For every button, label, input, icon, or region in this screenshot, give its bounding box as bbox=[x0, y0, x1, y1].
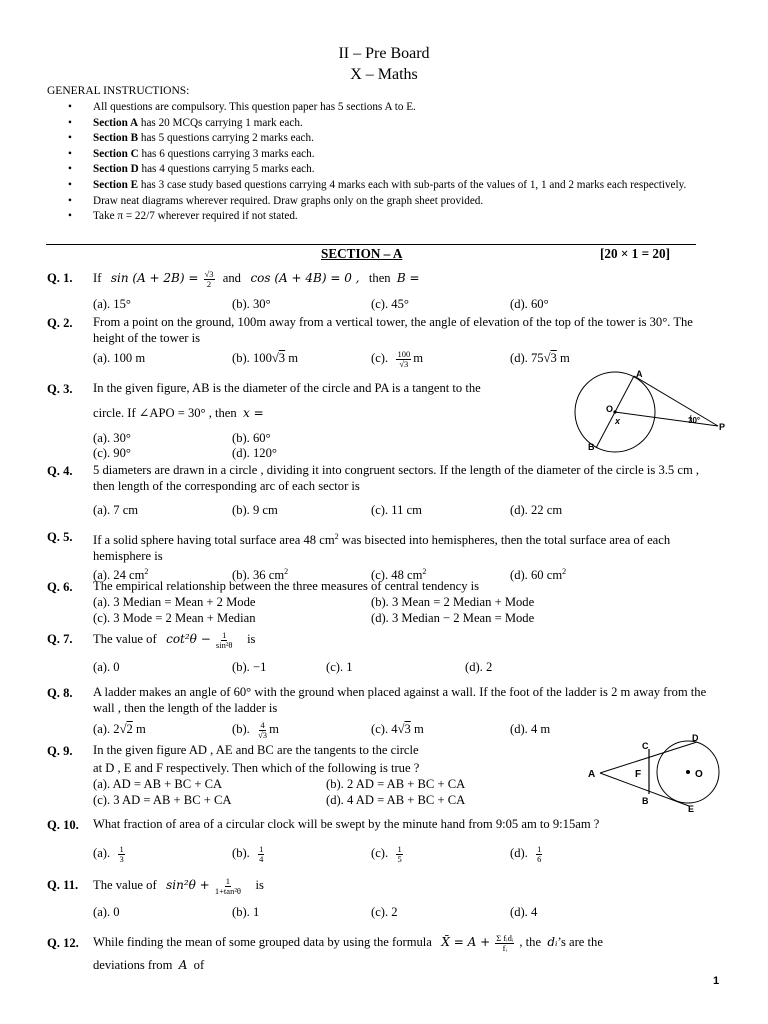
instruction-item: • Section B has 5 questions carrying 2 marks each. bbox=[68, 131, 718, 147]
question-number: Q. 9. bbox=[47, 744, 73, 758]
option-a: (a). 0 bbox=[93, 905, 120, 919]
option-a: (a). AD = AB + BC + CA bbox=[93, 777, 223, 791]
option-d: (d). 60° bbox=[510, 297, 549, 311]
option-c: (c). 3 AD = AB + BC + CA bbox=[93, 793, 232, 807]
option-d: (d). 22 cm bbox=[510, 503, 563, 517]
option-d: (d). 4 m bbox=[510, 722, 551, 736]
option-c: (c). 90° bbox=[93, 446, 131, 460]
option-a: (a). 3 Median = Mean + 2 Mode bbox=[93, 595, 256, 609]
label-30-degrees: 30° bbox=[688, 416, 701, 425]
option-d: (d). 4 AD = AB + BC + CA bbox=[326, 793, 466, 807]
section-marks: [20 × 1 = 20] bbox=[600, 246, 670, 261]
question-number: Q. 11. bbox=[47, 878, 79, 892]
option-a: (a). 100 m bbox=[93, 351, 146, 365]
option-d: (d). 60 $cm^2$ bbox=[510, 567, 567, 583]
option-c: (c). 3 Mode = 2 Mean + Median bbox=[93, 611, 256, 625]
instruction-item: • Section A has 20 MCQs carrying 1 mark each. bbox=[68, 116, 718, 132]
option-c: (c). $\frac{100}{√3}$ m bbox=[371, 348, 423, 369]
option-b: (b). 36 $cm^2$ bbox=[232, 567, 289, 583]
option-b: (b). $\frac{1}{4}$ bbox=[232, 843, 264, 864]
label-a: A bbox=[636, 369, 643, 379]
option-a: (a). 15° bbox=[93, 297, 131, 311]
option-a: (a). 30° bbox=[93, 431, 131, 445]
option-a: (a). 2√2 m bbox=[93, 722, 146, 736]
label-e: E bbox=[688, 804, 695, 814]
option-b: (b). 3 Mean = 2 Median + Mode bbox=[371, 595, 535, 609]
question-5-text: If a solid sphere having total surface area 48 $cm^2$ was bisected into hemispheres, then the total surface area of each hemisphere is bbox=[93, 532, 671, 563]
option-c: (c). 1 bbox=[326, 660, 353, 674]
label-d: D bbox=[692, 733, 699, 743]
instruction-item: • Draw neat diagrams wherever required. Draw graphs only on the graph sheet provided. bbox=[68, 194, 718, 210]
question-8-text: A ladder makes an angle of 60° with the ground when placed against a wall. If the foot of the ladder is 2 m away from the wall , then the length of the ladder is bbox=[93, 685, 707, 715]
question-6-text: The empirical relationship between the three measures of central tendency is bbox=[93, 579, 480, 593]
question-2-text: From a point on the ground, 100m away from a vertical tower, the angle of elevation of the top of the tower is 30°. The height of the tower is bbox=[93, 315, 693, 345]
option-b: (b). 2 AD = AB + BC + CA bbox=[326, 777, 466, 791]
instruction-item: • Section C has 6 questions carrying 3 marks each. bbox=[68, 147, 718, 163]
section-divider bbox=[46, 244, 696, 245]
label-c: C bbox=[642, 741, 649, 751]
question-number: Q. 6. bbox=[47, 580, 73, 594]
question-7-text: The value of cot²θ − $\frac{1}{\text{sin²θ}}$ is bbox=[93, 629, 256, 650]
label-b: B bbox=[588, 442, 595, 452]
paper-subtitle: X – Maths bbox=[350, 66, 418, 83]
question-number: Q. 10. bbox=[47, 818, 79, 832]
question-number: Q. 5. bbox=[47, 530, 73, 544]
option-b: (b). 9 cm bbox=[232, 503, 278, 517]
option-c: (c). 4√3 m bbox=[371, 722, 424, 736]
instruction-item: • Section E has 3 case study based questions carrying 4 marks each with sub-parts of the values of 1, 1 and 2 marks each respectively. bbox=[68, 178, 718, 194]
instruction-item: • Section D has 4 questions carrying 5 marks each. bbox=[68, 162, 718, 178]
instructions-heading: GENERAL INSTRUCTIONS: bbox=[47, 85, 190, 97]
option-a: (a). $\frac{1}{3}$ bbox=[93, 843, 124, 864]
option-d: (d). 2 bbox=[465, 660, 493, 674]
label-f: F bbox=[635, 769, 642, 780]
instruction-item: • All questions are compulsory. This question paper has 5 sections A to E. bbox=[68, 100, 718, 116]
center-dot bbox=[686, 770, 690, 774]
option-b: (b). 30° bbox=[232, 297, 271, 311]
question-number: Q. 7. bbox=[47, 632, 73, 646]
instructions-list bbox=[68, 100, 718, 225]
option-a: (a). 0 bbox=[93, 660, 120, 674]
question-12-line2: deviations from A of bbox=[93, 958, 205, 972]
option-c: (c). 2 bbox=[371, 905, 398, 919]
question-3-line1: In the given figure, AB is the diameter of the circle and PA is a tangent to the bbox=[93, 381, 481, 395]
question-11-text: The value of sin²θ + $\frac{1}{\text{1+tan²θ}}$ is bbox=[93, 875, 264, 896]
label-o: O bbox=[606, 404, 614, 414]
option-b: (b). 100√3 m bbox=[232, 351, 299, 365]
option-c: (c). 45° bbox=[371, 297, 409, 311]
q3-circle-tangent-figure bbox=[570, 368, 730, 458]
question-number: Q. 3. bbox=[47, 382, 73, 396]
instruction-item: • Take π = 22/7 wherever required if not stated. bbox=[68, 209, 718, 225]
option-d: (d). 3 Median − 2 Mean = Mode bbox=[371, 611, 535, 625]
section-title: SECTION – A bbox=[321, 246, 403, 261]
tangent-pa bbox=[634, 376, 718, 426]
option-b: (b). 60° bbox=[232, 431, 271, 445]
question-12-line1: While finding the mean of some grouped data by using the formula X̄ = A + $\frac{\text{Σ fᵢdᵢ}}{\text{fᵢ}}$ , the dᵢ’s are the bbox=[93, 932, 603, 953]
option-b: (b). 1 bbox=[232, 905, 260, 919]
option-d: (d). 75√3 m bbox=[510, 351, 570, 365]
question-number: Q. 8. bbox=[47, 686, 73, 700]
question-number: Q. 12. bbox=[47, 936, 79, 950]
paper-title: II – Pre Board bbox=[338, 45, 430, 62]
center-dot bbox=[613, 410, 616, 413]
question-number: Q. 2. bbox=[47, 316, 73, 330]
option-d: (d). $\frac{1}{6}$ bbox=[510, 843, 542, 864]
label-a: A bbox=[588, 769, 596, 780]
question-1-text: If sin (A + 2B) = $\frac{√3}{2}$ and cos (A + 4B) = 0 , then B = bbox=[93, 268, 420, 289]
question-3-line2: circle. If ∠APO = 30° , then x = bbox=[93, 406, 264, 420]
label-b: B bbox=[642, 796, 649, 806]
question-number: Q. 1. bbox=[47, 271, 73, 285]
label-o: O bbox=[695, 769, 703, 780]
option-a: (a). 7 cm bbox=[93, 503, 139, 517]
option-a: (a). 24 $cm^2$ bbox=[93, 567, 149, 583]
question-4-text: 5 diameters are drawn in a circle , dividing it into congruent sectors. If the length of the diameter of the circle is 3.5 cm , then length of the corresponding arc of each sector is bbox=[93, 463, 700, 493]
question-10-text: What fraction of area of a circular clock will be swept by the minute hand from 9:05 am to 9:15am ? bbox=[93, 817, 600, 831]
question-9-line2: at D , E and F respectively. Then which of the following is true ? bbox=[93, 761, 420, 775]
label-p: P bbox=[719, 422, 726, 432]
line-op bbox=[615, 412, 718, 426]
option-b: (b). $\frac{4}{√3}$ m bbox=[232, 719, 279, 740]
label-x: x bbox=[615, 416, 621, 426]
option-d: (d). 4 bbox=[510, 905, 538, 919]
option-b: (b). −1 bbox=[232, 660, 267, 674]
page-number: 1 bbox=[713, 975, 720, 987]
question-number: Q. 4. bbox=[47, 464, 73, 478]
option-d: (d). 120° bbox=[232, 446, 277, 460]
question-9-line1: In the given figure AD , AE and BC are the tangents to the circle bbox=[93, 743, 419, 757]
option-c: (c). $\frac{1}{5}$ bbox=[371, 843, 402, 864]
q9-tangent-figure bbox=[585, 730, 725, 815]
option-c: (c). 11 cm bbox=[371, 503, 422, 517]
option-c: (c). 48 $cm^2$ bbox=[371, 567, 427, 583]
